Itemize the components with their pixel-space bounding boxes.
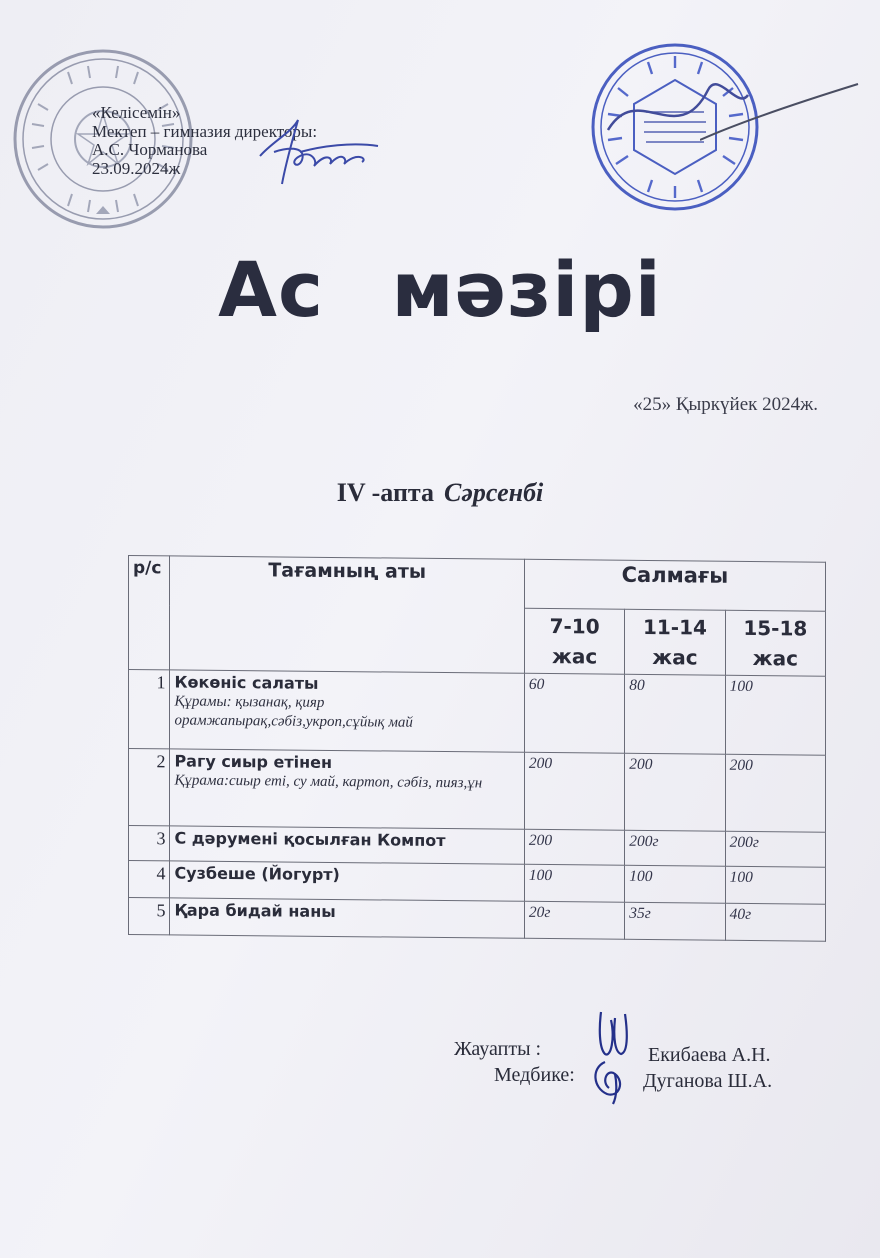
week-day: Сәрсенбі	[444, 478, 544, 507]
weight-7-10: 200	[524, 752, 624, 830]
dish-composition: Құрамы: қызанақ, қияр орамжапырақ,сәбіз,укроп,сұйық май	[174, 693, 413, 731]
weight-11-14: 80	[625, 674, 725, 754]
weight-7-10: 60	[524, 673, 624, 753]
weight-15-18: 200	[725, 754, 825, 832]
weight-11-14: 100	[625, 865, 725, 903]
weight-15-18: 200г	[725, 831, 825, 867]
page-title: Ас мәзірі	[218, 245, 662, 334]
pen-stroke-icon	[700, 82, 860, 142]
table-row	[129, 749, 826, 833]
weight-15-18: 100	[725, 675, 825, 755]
nurse-signature-icon	[585, 1008, 645, 1106]
row-number: 1	[129, 670, 170, 749]
menu-table	[128, 555, 826, 942]
responsible-name: Екибаева А.Н.	[648, 1044, 771, 1066]
dish-cell	[170, 826, 524, 864]
document-date: «25» Қыркүйек 2024ж.	[633, 394, 818, 415]
dish-cell	[170, 861, 524, 901]
weight-7-10: 20г	[524, 901, 624, 939]
row-number: 5	[129, 898, 170, 935]
weight-11-14: 200	[625, 753, 725, 831]
approval-date: 23.09.2024ж	[92, 158, 181, 178]
week-heading	[0, 478, 880, 508]
dish-cell	[170, 898, 524, 938]
director-signature-icon	[252, 112, 382, 192]
header-no: р/с	[129, 556, 170, 670]
header-dish-name: Тағамның аты	[170, 556, 524, 673]
header-weight: Салмағы	[524, 559, 825, 611]
dish-name: Көкөніс салаты	[174, 672, 319, 693]
dish-cell	[170, 749, 524, 829]
responsible-label: Жауапты :	[454, 1038, 542, 1060]
header-age-11-14: 11-14 жас	[625, 609, 725, 675]
weight-7-10: 200	[524, 829, 624, 865]
nurse-name: Дуганова Ш.А.	[643, 1070, 773, 1092]
row-number: 4	[129, 861, 170, 898]
row-number: 3	[129, 826, 170, 861]
approval-director-name: А.С. Чорманова	[92, 140, 208, 159]
row-number: 2	[129, 749, 170, 826]
header-age-7-10: 7-10 жас	[524, 608, 624, 674]
dish-name: С дәрумені қосылған Компот	[174, 828, 446, 851]
table-header-row	[129, 556, 826, 612]
weight-15-18: 100	[725, 866, 825, 904]
dish-cell	[170, 670, 524, 752]
nurse-label: Медбике:	[494, 1064, 575, 1086]
dish-composition: Құрама:сиыр еті, су май, картоп, сәбіз, пияз,ұн	[174, 772, 483, 792]
weight-7-10: 100	[524, 864, 624, 902]
week-label: IV -апта	[336, 478, 435, 507]
dish-name: Қара бидай наны	[174, 900, 336, 921]
weight-11-14: 200г	[625, 830, 725, 866]
approval-heading: «Келісемін»	[92, 103, 181, 122]
weight-15-18: 40г	[725, 903, 825, 941]
header-age-15-18: 15-18 жас	[725, 610, 825, 676]
table-row	[129, 670, 826, 756]
dish-name: Сузбеше (Йогурт)	[174, 863, 340, 885]
weight-11-14: 35г	[625, 902, 725, 940]
approval-position: Мектеп – гимназия директоры:	[92, 121, 318, 141]
dish-name: Рагу сиыр етінен	[174, 751, 333, 772]
table-row	[129, 898, 826, 942]
